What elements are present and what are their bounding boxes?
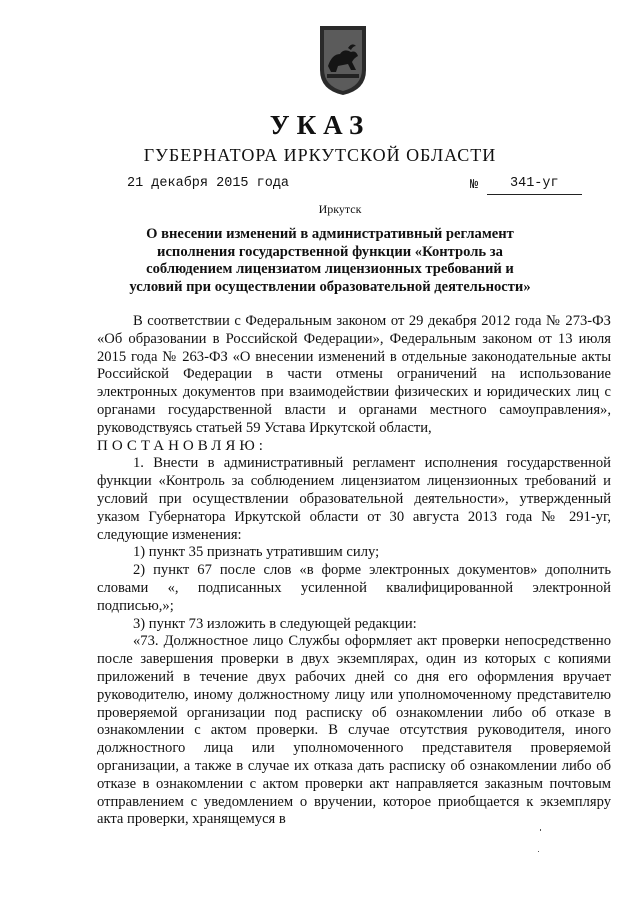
paragraph: 2) пункт 67 после слов «в форме электронных документов» дополнить словами «, подписанных усиленной квалифицированной электронной подписью,»;: [97, 562, 611, 614]
scan-artifact: [540, 829, 541, 831]
paragraph-postanovlyayu: ПОСТАНОВЛЯЮ:: [97, 437, 267, 454]
paragraph: 3) пункт 73 изложить в следующей редакции:: [133, 615, 417, 632]
document-title: УКАЗ: [269, 110, 371, 140]
document-city: Иркутск: [318, 202, 362, 216]
paragraph: В соответствии с Федеральным законом от 29 декабря 2012 года № 273-ФЗ «Об образовании в Российской Федерации», Федеральным законом от 13 июля 2015 года № 263-ФЗ «О внесении изменений в отдельные законодательные акты Российской Федерации в части отмены ограничений на использование электронных документов при взаимодействии физических и юридических лиц с органами государственной власти и органами местного самоуправления», руководствуясь статьей 59 Устава Иркутской области,: [97, 313, 611, 436]
number-label: №: [470, 178, 479, 193]
paragraph: «73. Должностное лицо Службы оформляет акт проверки непосредственно после завершения проверки в двух экземплярах, один из которых с копиями приложений в течение двух рабочих дней со дня его оформления вручает руководителю, иному должностному лицу или уполномоченному представителю проверяемой организации под расписку об ознакомлении либо об отказе в ознакомлении с актом проверки. В случае отсутствия руководителя, иного должностного лица или уполномоченного представителя проверяемой организации, а также в случае их отказа дать расписку об ознакомлении либо об отказе в ознакомлении с актом проверки акт направляется заказным почтовым отправлением с уведомлением о вручении, которое приобщается к экземпляру акта проверки, хранящемуся в: [97, 633, 611, 828]
document-heading: О внесении изменений в административный регламент исполнения государственной функции «Контроль за соблюдением лицензиатом лицензионных требований и условий при осуществлении образовательной деятельности»: [129, 226, 531, 296]
coat-of-arms-icon: [318, 24, 368, 96]
paragraph: 1. Внести в административный регламент исполнения государственной функции «Контроль за соблюдением лицензиатом лицензионных требований и условий при осуществлении образовательной деятельности», утвержденный указом Губернатора Иркутской области от 30 августа 2013 года № 291-уг, следующие изменения:: [97, 455, 611, 543]
number-underline: [487, 194, 582, 195]
document-body: [97, 313, 611, 829]
scan-artifact: [538, 851, 539, 852]
document-number: 341-уг: [510, 176, 559, 191]
document-date: 21 декабря 2015 года: [127, 176, 290, 191]
document-number-block: [470, 178, 610, 193]
paragraph: 1) пункт 35 признать утратившим силу;: [133, 544, 380, 561]
document-subtitle: ГУБЕРНАТОРА ИРКУТСКОЙ ОБЛАСТИ: [143, 145, 497, 165]
